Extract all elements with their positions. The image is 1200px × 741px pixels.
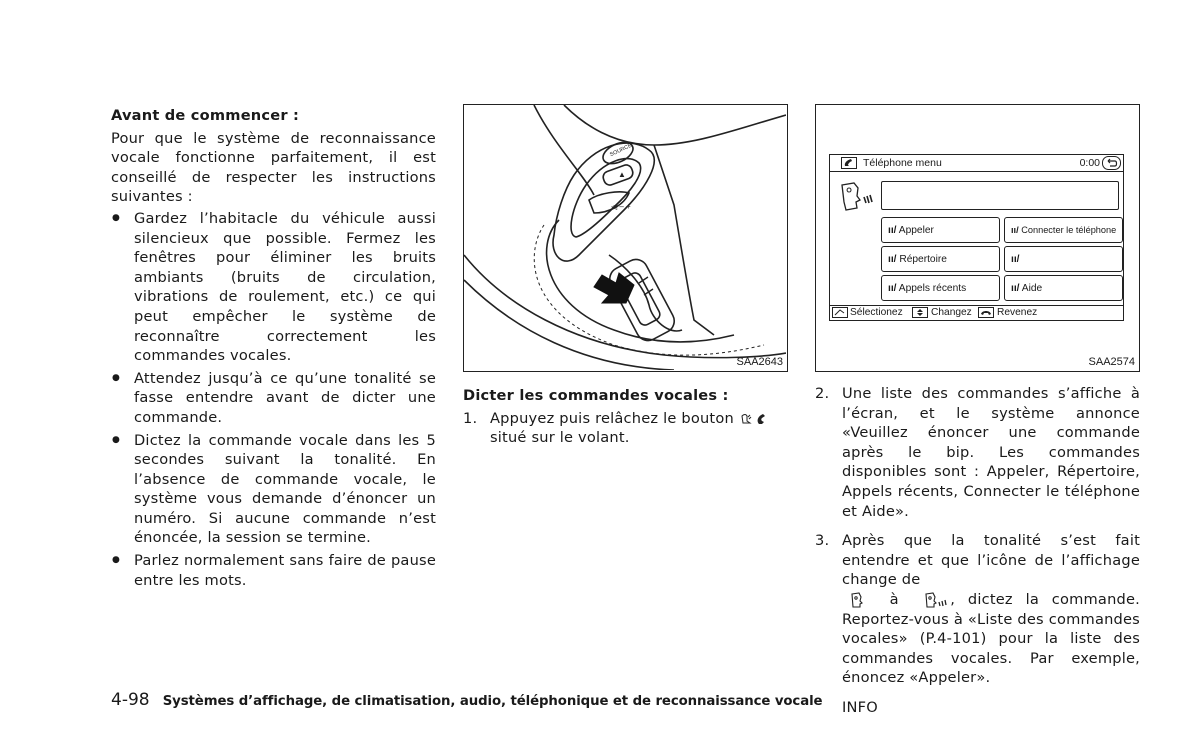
screen-title-bar <box>830 155 1123 172</box>
talk-phone-button-icon <box>739 412 769 426</box>
back-icon <box>1102 156 1121 170</box>
voice-recognition-icon <box>840 182 876 212</box>
right-column <box>815 384 1140 718</box>
footer-select: Sélectionez <box>850 307 903 318</box>
figure-code: SAA2574 <box>1088 356 1135 368</box>
command-display-field <box>881 181 1119 210</box>
intro-paragraph: Pour que le système de reconnaissance vocale fonctionne parfaitement, il est conseillé de respecter les instructions suivantes : <box>111 129 436 206</box>
chapter-title: Systèmes d’affichage, de climatisation, audio, téléphonique et de reconnaissance vocale <box>162 694 823 709</box>
step-2: 2. Une liste des commandes s’affiche à l’écran, et le système annonce «Veuillez énoncer une commande après le bip. Les commandes disponibles sont : Appeler, Répertoire, Appels récents, Connecter le téléphone et Aide». <box>815 385 1140 520</box>
appeler-button[interactable]: ıı/ Appeler <box>881 217 1000 243</box>
middle-column <box>463 386 788 458</box>
footer-change: Changez <box>931 307 972 318</box>
section-heading-avant: Avant de commencer : <box>111 107 300 124</box>
call-time: 0:00 <box>1079 157 1100 169</box>
phone-icon <box>841 157 857 169</box>
instructions-list <box>111 209 436 590</box>
step-3: 3. Après que la tonalité s’est fait entendre et que l’icône de l’affichage change de à , dictez la commande. Reportez-vous à «Liste des commandes vocales» (P.4-101) pour la liste des commandes vocales. Par exemple, énoncez «Appeler». <box>815 532 1141 687</box>
source-button-label: SOURCE <box>609 142 633 159</box>
footer-return: Revenez <box>997 307 1038 318</box>
page-number: 4-98 <box>111 690 150 710</box>
return-icon <box>978 307 994 318</box>
voice-idle-icon <box>850 592 864 608</box>
arrow-pointer-icon <box>594 273 634 303</box>
appels-recents-button[interactable]: ıı/ Appels récents <box>881 275 1000 301</box>
screen-footer <box>830 305 1123 320</box>
steering-wheel-figure <box>463 104 788 372</box>
connecter-telephone-button[interactable]: ıı/ Connecter le téléphone <box>1004 217 1123 243</box>
page-footer <box>111 690 822 710</box>
empty-command-button[interactable]: ıı/ <box>1004 246 1123 272</box>
steering-wheel-illustration <box>464 105 786 370</box>
step-1: 1. Appuyez puis relâchez le bouton situé sur le volant. <box>463 409 788 448</box>
section-heading-dicter: Dicter les commandes vocales : <box>463 387 729 404</box>
change-icon <box>912 307 928 318</box>
list-item: ● Dictez la commande vocale dans les 5 secondes suivant la tonalité. En l’absence de commande vocale, le système vous demande d’énoncer un numéro. Si aucune commande n’est énoncée, la session se termine. <box>111 431 436 549</box>
list-item: ● Parlez normalement sans faire de pause entre les mots. <box>111 551 436 590</box>
voice-active-icon <box>924 592 950 608</box>
info-label: INFO <box>842 698 878 716</box>
phone-menu-screen <box>829 154 1124 321</box>
figure-code: SAA2643 <box>736 356 783 368</box>
left-column <box>111 106 436 593</box>
select-icon <box>832 307 848 318</box>
seek-label: ▲ <box>618 170 626 179</box>
list-item: ● Attendez jusqu’à ce qu’une tonalité se fasse entendre avant de dicter une commande. <box>111 369 436 428</box>
list-item: ● Gardez l’habitacle du véhicule aussi silencieux que possible. Fermez les fenêtres pour éliminer les bruits ambiants (bruits de circulation, vibrations de roulement, etc.) ce qui peut empêcher le système de reconnaître correctement les commandes vocales. <box>111 209 436 366</box>
phone-menu-figure <box>815 104 1140 372</box>
repertoire-button[interactable]: ıı/ Répertoire <box>881 246 1000 272</box>
volume-label: ◁ – + <box>611 202 631 211</box>
aide-button[interactable]: ıı/ Aide <box>1004 275 1123 301</box>
screen-title: Téléphone menu <box>863 157 942 169</box>
